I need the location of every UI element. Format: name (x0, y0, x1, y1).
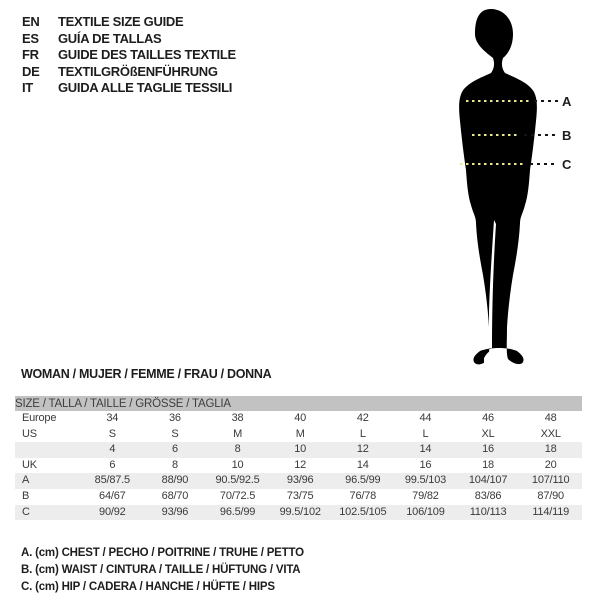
language-row (22, 31, 236, 48)
measure-label-c: C (562, 157, 572, 172)
legend-line-hip: C. (cm) HIP / CADERA / HANCHE / HÜFTE / HIPS (21, 581, 275, 593)
measurement-legend (21, 545, 304, 596)
language-code: ES (22, 30, 39, 46)
language-label: GUIDA ALLE TAGLIE TESSILI (58, 80, 233, 95)
size-cell: 14 (394, 442, 457, 458)
language-label: GUIDE DES TAILLES TEXTILE (58, 47, 236, 62)
size-cell: 10 (231, 458, 244, 471)
language-code: DE (22, 63, 40, 79)
table-row (15, 489, 582, 505)
size-cell: 18 (519, 442, 582, 458)
table-row (15, 458, 582, 474)
row-label: Europe (22, 412, 57, 424)
size-cell: 14 (356, 458, 369, 471)
size-cell: 85/87.5 (81, 473, 144, 489)
size-cell: 90/92 (81, 505, 144, 521)
size-cell: 20 (544, 458, 557, 471)
language-label: GUÍA DE TALLAS (58, 30, 162, 46)
size-cell: 64/67 (99, 489, 126, 502)
size-cell: 99.5/102 (269, 505, 332, 521)
language-code: EN (22, 14, 40, 29)
language-list (22, 14, 236, 97)
language-row (22, 14, 236, 31)
table-row (15, 427, 582, 443)
table-row (15, 411, 582, 427)
row-label: C (15, 505, 81, 521)
language-code: FR (22, 47, 39, 62)
size-cell: 76/78 (349, 489, 377, 502)
size-cell: 106/109 (394, 505, 457, 521)
size-cell: 46 (482, 412, 494, 424)
size-cell: 48 (544, 412, 557, 424)
size-table-grid (15, 396, 582, 520)
size-cell: XL (481, 427, 495, 440)
size-cell: 114/119 (519, 505, 582, 521)
size-cell: M (295, 427, 305, 440)
size-cell: 4 (81, 442, 144, 458)
language-code: IT (22, 80, 33, 95)
table-row (15, 505, 582, 521)
language-row (22, 64, 236, 81)
measure-label-b: B (562, 128, 572, 143)
size-cell: 6 (109, 458, 116, 471)
size-cell: 12 (294, 458, 307, 471)
row-label (15, 442, 81, 458)
size-cell: 44 (419, 412, 432, 424)
legend-line-waist: B. (cm) WAIST / CINTURA / TAILLE / HÜFTUNG / VITA (21, 564, 301, 576)
size-cell: 96.5/99 (332, 473, 395, 489)
size-cell: 110/113 (457, 505, 520, 521)
size-cell: 34 (106, 412, 119, 424)
size-cell: 10 (269, 442, 332, 458)
row-label: A (15, 473, 81, 489)
table-row (15, 442, 582, 458)
size-cell: 79/82 (412, 489, 439, 502)
size-cell: 68/70 (161, 489, 189, 502)
woman-silhouette-figure (428, 6, 578, 374)
size-cell: 73/75 (286, 489, 314, 502)
size-cell: 6 (144, 442, 207, 458)
language-row (22, 47, 236, 64)
language-label: TEXTILGRÖßENFÜHRUNG (58, 63, 218, 79)
language-label: TEXTILE SIZE GUIDE (58, 14, 184, 29)
size-cell: 96.5/99 (206, 505, 269, 521)
size-cell: 16 (419, 458, 432, 471)
size-cell: 12 (332, 442, 395, 458)
size-cell: 99.5/103 (394, 473, 457, 489)
size-cell: 16 (457, 442, 520, 458)
measure-label-a: A (562, 94, 572, 109)
size-cell: XXL (540, 427, 561, 440)
row-label: UK (22, 458, 37, 471)
size-cell: 93/96 (269, 473, 332, 489)
size-cell: 8 (206, 442, 269, 458)
silhouette-body (459, 9, 537, 364)
size-cell: 90.5/92.5 (206, 473, 269, 489)
legend-line-chest: A. (cm) CHEST / PECHO / POITRINE / TRUHE / PETTO (21, 547, 304, 559)
size-cell: 42 (356, 412, 369, 424)
woman-silhouette-icon (428, 6, 578, 374)
language-row (22, 80, 236, 97)
size-cell: L (359, 427, 366, 440)
size-cell: 38 (231, 412, 244, 424)
row-label: B (22, 489, 30, 502)
size-cell: 36 (169, 412, 181, 424)
size-cell: S (171, 427, 179, 440)
size-cell: S (108, 427, 116, 440)
table-row (15, 473, 582, 489)
size-cell: 40 (294, 412, 307, 424)
woman-heading: WOMAN / MUJER / FEMME / FRAU / DONNA (21, 367, 272, 381)
size-cell: 83/86 (474, 489, 502, 502)
size-cell: 70/72.5 (219, 489, 256, 502)
size-table-header: SIZE / TALLA / TAILLE / GRÖSSE / TAGLIA (15, 396, 582, 411)
size-cell: 104/107 (457, 473, 520, 489)
row-label: US (22, 427, 37, 440)
size-cell: M (233, 427, 243, 440)
size-cell: 102.5/105 (332, 505, 395, 521)
size-table-header-row (15, 396, 582, 411)
size-cell: 93/96 (144, 505, 207, 521)
size-table (15, 396, 582, 520)
size-cell: 107/110 (519, 473, 582, 489)
size-cell: 8 (171, 458, 178, 471)
size-cell: 87/90 (537, 489, 564, 502)
size-cell: L (422, 427, 429, 440)
size-cell: 18 (482, 458, 494, 471)
size-cell: 88/90 (144, 473, 207, 489)
